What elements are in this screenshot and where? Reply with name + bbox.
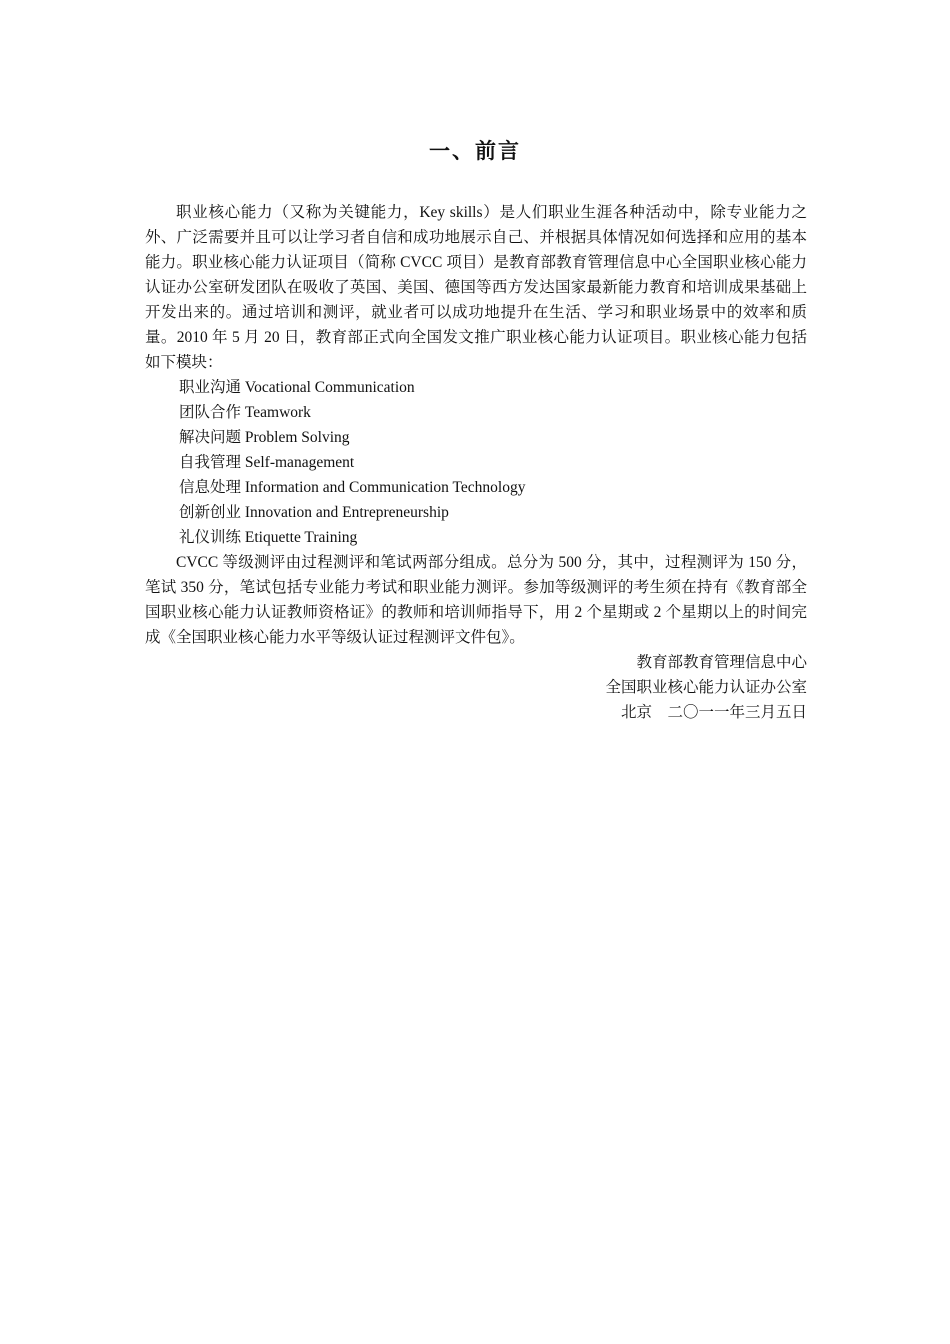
module-item: 解决问题 Problem Solving — [179, 429, 350, 446]
module-item: 团队合作 Teamwork — [179, 404, 311, 421]
intro-paragraph: 职业核心能力（又称为关键能力，Key skills）是人们职业生涯各种活动中，除专业能力之外、广泛需要并且可以让学习者自信和成功地展示自己、并根据具体情况如何选择和应用的基本能力。职业核心能力认证项目（简称 CVCC 项目）是教育部教育管理信息中心全国职业核心能力认证办公室研发团队在吸收了英国、美国、德国等西方发达国家最新能力教育和培训成果基础上开发出来的。通过培训和测评，就业者可以成功地提升在生活、学习和职业场景中的效率和质量。2010 年 5 月 20 日，教育部正式向全国发文推广职业核心能力认证项目。职业核心能力包括如下模块： — [145, 204, 807, 371]
signature-org-2: 全国职业核心能力认证办公室 — [605, 679, 807, 696]
signature-org-1: 教育部教育管理信息中心 — [636, 654, 807, 671]
module-item: 礼仪训练 Etiquette Training — [179, 529, 358, 546]
document-body — [145, 200, 807, 725]
page-title: 一、前言 — [429, 139, 521, 163]
signature-place-date: 北京 二〇一一年三月五日 — [620, 704, 807, 721]
assessment-paragraph: CVCC 等级测评由过程测评和笔试两部分组成。总分为 500 分，其中，过程测评为 150 分，笔试 350 分，笔试包括专业能力考试和职业能力测评。参加等级测评的考生须在持有《教育部全国职业核心能力认证教师资格证》的教师和培训师指导下，用 2 个星期或 2 个星期以上的时间完成《全国职业核心能力水平等级认证过程测评文件包》。 — [145, 554, 807, 646]
module-item: 自我管理 Self-management — [179, 454, 355, 471]
module-list — [145, 375, 807, 550]
module-item: 信息处理 Information and Communication Technology — [179, 479, 526, 496]
module-item: 职业沟通 Vocational Communication — [179, 379, 415, 396]
module-item: 创新创业 Innovation and Entrepreneurship — [179, 504, 449, 521]
